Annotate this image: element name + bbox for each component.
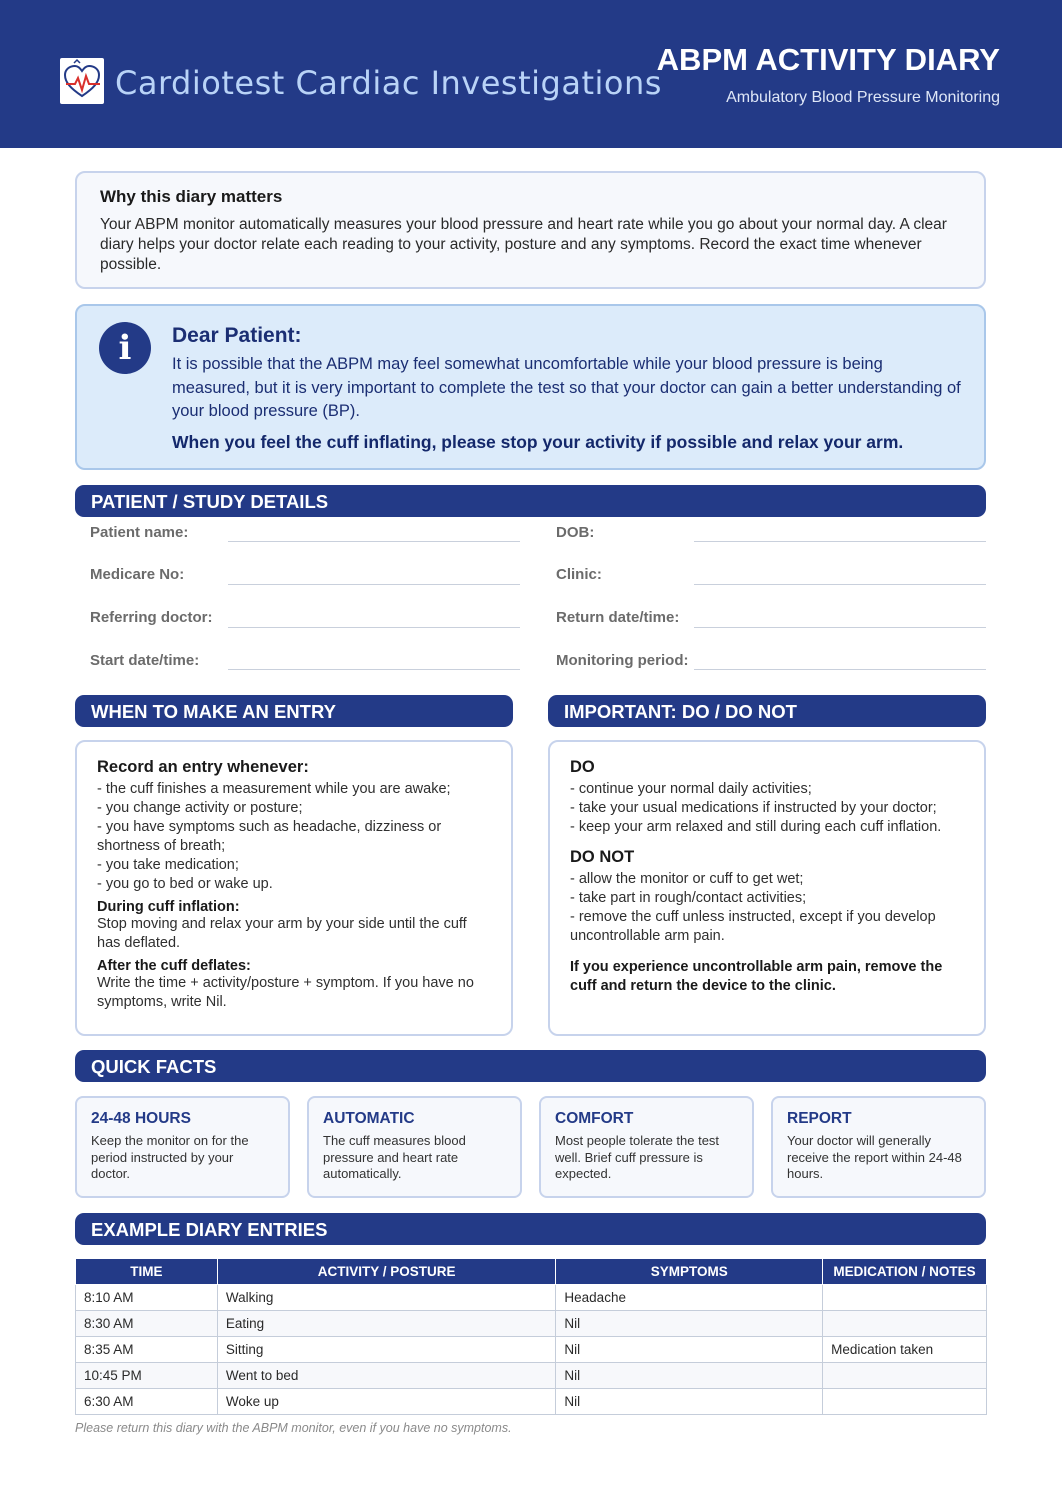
medicare-no-field[interactable]	[228, 584, 520, 585]
clinic-field[interactable]	[694, 584, 986, 585]
monitoring-period-label: Monitoring period:	[556, 652, 689, 669]
notes-cell	[823, 1363, 987, 1389]
activity-cell: Sitting	[217, 1337, 556, 1363]
when-to-make-entry-heading: WHEN TO MAKE AN ENTRY	[75, 695, 513, 727]
dear-patient-text: It is possible that the ABPM may feel somewhat uncomfortable while your blood pressure is being measured, but it is very important to complete the test so that your doctor can gain a better understanding of your blood pressure (BP).	[172, 355, 961, 420]
page-header	[0, 0, 1062, 148]
table-row	[76, 1311, 987, 1337]
example-entries-heading: EXAMPLE DIARY ENTRIES	[75, 1213, 986, 1245]
table-header-row	[76, 1259, 987, 1285]
table-row	[76, 1285, 987, 1311]
document-title: ABPM ACTIVITY DIARY	[656, 42, 1000, 77]
activity-cell: Eating	[217, 1311, 556, 1337]
record-item: - the cuff finishes a measurement while you are awake;	[97, 781, 451, 797]
brand-name: Cardiotest Cardiac Investigations	[115, 64, 662, 102]
fact-text: The cuff measures blood pressure and heart rate automatically.	[323, 1133, 466, 1181]
notes-cell	[823, 1311, 987, 1337]
arm-pain-warning: If you experience uncontrollable arm pain, remove the cuff and return the device to the clinic.	[570, 959, 943, 994]
record-item: - you take medication;	[97, 857, 239, 873]
dob-label: DOB:	[556, 524, 595, 541]
inflation-text: Stop moving and relax your arm by your side until the cuff has deflated.	[97, 916, 467, 951]
table-row	[76, 1363, 987, 1389]
time-cell: 8:30 AM	[76, 1311, 218, 1337]
patient-name-label: Patient name:	[90, 524, 189, 541]
do-not-item: - take part in rough/contact activities;	[570, 890, 807, 906]
activity-cell: Walking	[217, 1285, 556, 1311]
activity-cell: Went to bed	[217, 1363, 556, 1389]
fact-card	[75, 1096, 290, 1198]
record-item: - you have symptoms such as headache, dizziness or shortness of breath;	[97, 819, 442, 854]
return-diary-footnote: Please return this diary with the ABPM monitor, even if you have no symptoms.	[75, 1421, 512, 1435]
medicare-no-label: Medicare No:	[90, 566, 185, 583]
notes-cell: Medication taken	[823, 1337, 987, 1363]
symptoms-cell: Nil	[556, 1389, 823, 1415]
do-item: - keep your arm relaxed and still during each cuff inflation.	[570, 819, 942, 835]
quick-facts-heading: QUICK FACTS	[75, 1050, 986, 1082]
do-not-item: - allow the monitor or cuff to get wet;	[570, 871, 804, 887]
symptoms-cell: Nil	[556, 1311, 823, 1337]
time-cell: 6:30 AM	[76, 1389, 218, 1415]
symptoms-cell: Nil	[556, 1337, 823, 1363]
fact-card	[771, 1096, 986, 1198]
do-not-title: DO NOT	[570, 848, 635, 866]
column-header-medication: MEDICATION / NOTES	[823, 1259, 987, 1285]
table-row	[76, 1389, 987, 1415]
notes-cell	[823, 1389, 987, 1415]
column-header-activity: ACTIVITY / POSTURE	[217, 1259, 556, 1285]
why-diary-matters-box	[75, 171, 986, 289]
do-item: - take your usual medications if instructed by your doctor;	[570, 800, 937, 816]
record-item: - you change activity or posture;	[97, 800, 303, 816]
return-date-label: Return date/time:	[556, 609, 680, 626]
dear-patient-emphasis: When you feel the cuff inflating, please stop your activity if possible and relax your arm.	[172, 432, 904, 452]
notes-cell	[823, 1285, 987, 1311]
monitoring-period-field[interactable]	[694, 669, 986, 670]
do-title: DO	[570, 758, 595, 776]
when-panel	[75, 740, 513, 1036]
dear-patient-box	[75, 304, 986, 470]
referring-doctor-field[interactable]	[228, 627, 520, 628]
patient-details-heading: PATIENT / STUDY DETAILS	[75, 485, 986, 517]
start-date-field[interactable]	[228, 669, 520, 670]
inflation-title: During cuff inflation:	[97, 899, 240, 915]
fact-card	[539, 1096, 754, 1198]
heart-pulse-logo-icon	[60, 58, 104, 104]
record-title: Record an entry whenever:	[97, 758, 309, 776]
important-panel	[548, 740, 986, 1036]
fact-text: Your doctor will generally receive the report within 24-48 hours.	[787, 1133, 962, 1181]
time-cell: 10:45 PM	[76, 1363, 218, 1389]
symptoms-cell: Headache	[556, 1285, 823, 1311]
fact-title: COMFORT	[555, 1110, 634, 1127]
fact-title: REPORT	[787, 1110, 852, 1127]
referring-doctor-label: Referring doctor:	[90, 609, 213, 626]
fact-title: 24-48 HOURS	[91, 1110, 191, 1127]
important-heading: IMPORTANT: DO / DO NOT	[548, 695, 986, 727]
time-cell: 8:10 AM	[76, 1285, 218, 1311]
info-icon: i	[99, 322, 151, 374]
do-not-item: - remove the cuff unless instructed, except if you develop uncontrollable arm pain.	[570, 909, 936, 944]
column-header-symptoms: SYMPTOMS	[556, 1259, 823, 1285]
dear-patient-title: Dear Patient:	[172, 324, 302, 347]
record-item: - you go to bed or wake up.	[97, 876, 273, 892]
symptoms-cell: Nil	[556, 1363, 823, 1389]
fact-card	[307, 1096, 522, 1198]
why-title: Why this diary matters	[100, 187, 283, 206]
why-text: Your ABPM monitor automatically measures your blood pressure and heart rate while you go about your normal day. A clear diary helps your doctor relate each reading to your activity, posture and any symptoms. Record the exact time whenever possible.	[100, 216, 947, 273]
clinic-label: Clinic:	[556, 566, 602, 583]
example-diary-table	[75, 1258, 987, 1415]
activity-cell: Woke up	[217, 1389, 556, 1415]
deflate-text: Write the time + activity/posture + symptom. If you have no symptoms, write Nil.	[97, 975, 474, 1010]
table-row	[76, 1337, 987, 1363]
dob-field[interactable]	[694, 541, 986, 542]
start-date-label: Start date/time:	[90, 652, 200, 669]
column-header-time: TIME	[76, 1259, 218, 1285]
fact-text: Keep the monitor on for the period instructed by your doctor.	[91, 1133, 249, 1181]
do-item: - continue your normal daily activities;	[570, 781, 812, 797]
deflate-title: After the cuff deflates:	[97, 958, 251, 974]
return-date-field[interactable]	[694, 627, 986, 628]
fact-title: AUTOMATIC	[323, 1110, 415, 1127]
document-subtitle: Ambulatory Blood Pressure Monitoring	[726, 89, 1000, 106]
patient-name-field[interactable]	[228, 541, 520, 542]
time-cell: 8:35 AM	[76, 1337, 218, 1363]
fact-text: Most people tolerate the test well. Brief cuff pressure is expected.	[555, 1133, 720, 1181]
